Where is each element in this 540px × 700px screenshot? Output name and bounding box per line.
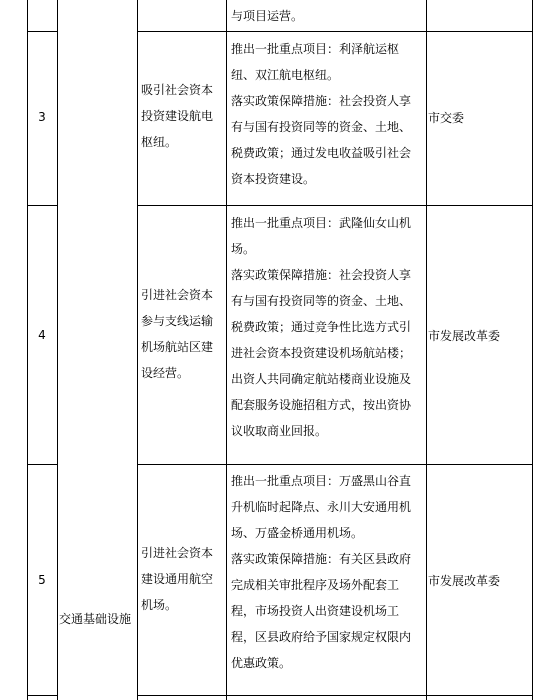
table-column-divider — [57, 0, 58, 700]
table-row-divider — [137, 464, 533, 465]
category-cell: 交通基础设施 — [59, 612, 132, 626]
department-cell: 市发展改革委 — [428, 574, 501, 588]
table-column-divider — [137, 0, 138, 700]
table-border-right — [532, 0, 533, 700]
row-number: 3 — [38, 110, 46, 124]
department-cell: 市发展改革委 — [428, 329, 501, 343]
item-cell: 吸引社会资本 投资建设航电 枢纽。 — [141, 83, 214, 149]
measures-cell: 推出一批重点项目：利泽航运枢 纽、双江航电枢纽。 落实政策保障措施：社会投资人享 有与国有投资同等的资金、土地、 税费政策；通过发电收益吸引社会 资本投资建设。 — [231, 42, 412, 186]
table-border-left — [27, 0, 28, 700]
item-cell: 引进社会资本 建设通用航空 机场。 — [141, 546, 214, 612]
table-row-divider — [137, 205, 533, 206]
measures-cell: 推出一批重点项目：万盛黑山谷直 升机临时起降点、永川大安通用机 场、万盛金桥通用机场。 落实政策保障措施：有关区县政府 完成相关审批程序及场外配套工 程，市场投资人出资建设机场工 程，区县政府给予国家规定权限内 优惠政策。 — [231, 474, 412, 670]
table-row-divider — [27, 464, 58, 465]
row-number: 4 — [38, 328, 46, 342]
table-row-divider — [27, 695, 58, 696]
measures-cell: 推出一批重点项目：武隆仙女山机 场。 落实政策保障措施：社会投资人享 有与国有投资同等的资金、土地、 税费政策；通过竞争性比选方式引 进社会资本投资建设机场航站楼； 出资人共同确定航站楼商业设施及 配套服务设施招租方式，按出资协 议收取商业回报。 — [231, 216, 412, 438]
row-number: 5 — [38, 573, 46, 587]
department-cell: 市交委 — [428, 111, 465, 125]
item-cell: 引进社会资本 参与支线运输 机场航站区建 设经营。 — [141, 288, 214, 380]
measures-cell-fragment: 与项目运营。 — [231, 9, 304, 23]
table-row-divider — [27, 205, 58, 206]
table-row-divider — [137, 31, 533, 32]
table-column-divider — [426, 0, 427, 700]
table-column-divider — [226, 0, 227, 700]
table-row-divider — [27, 31, 58, 32]
table-row-divider — [137, 695, 533, 696]
